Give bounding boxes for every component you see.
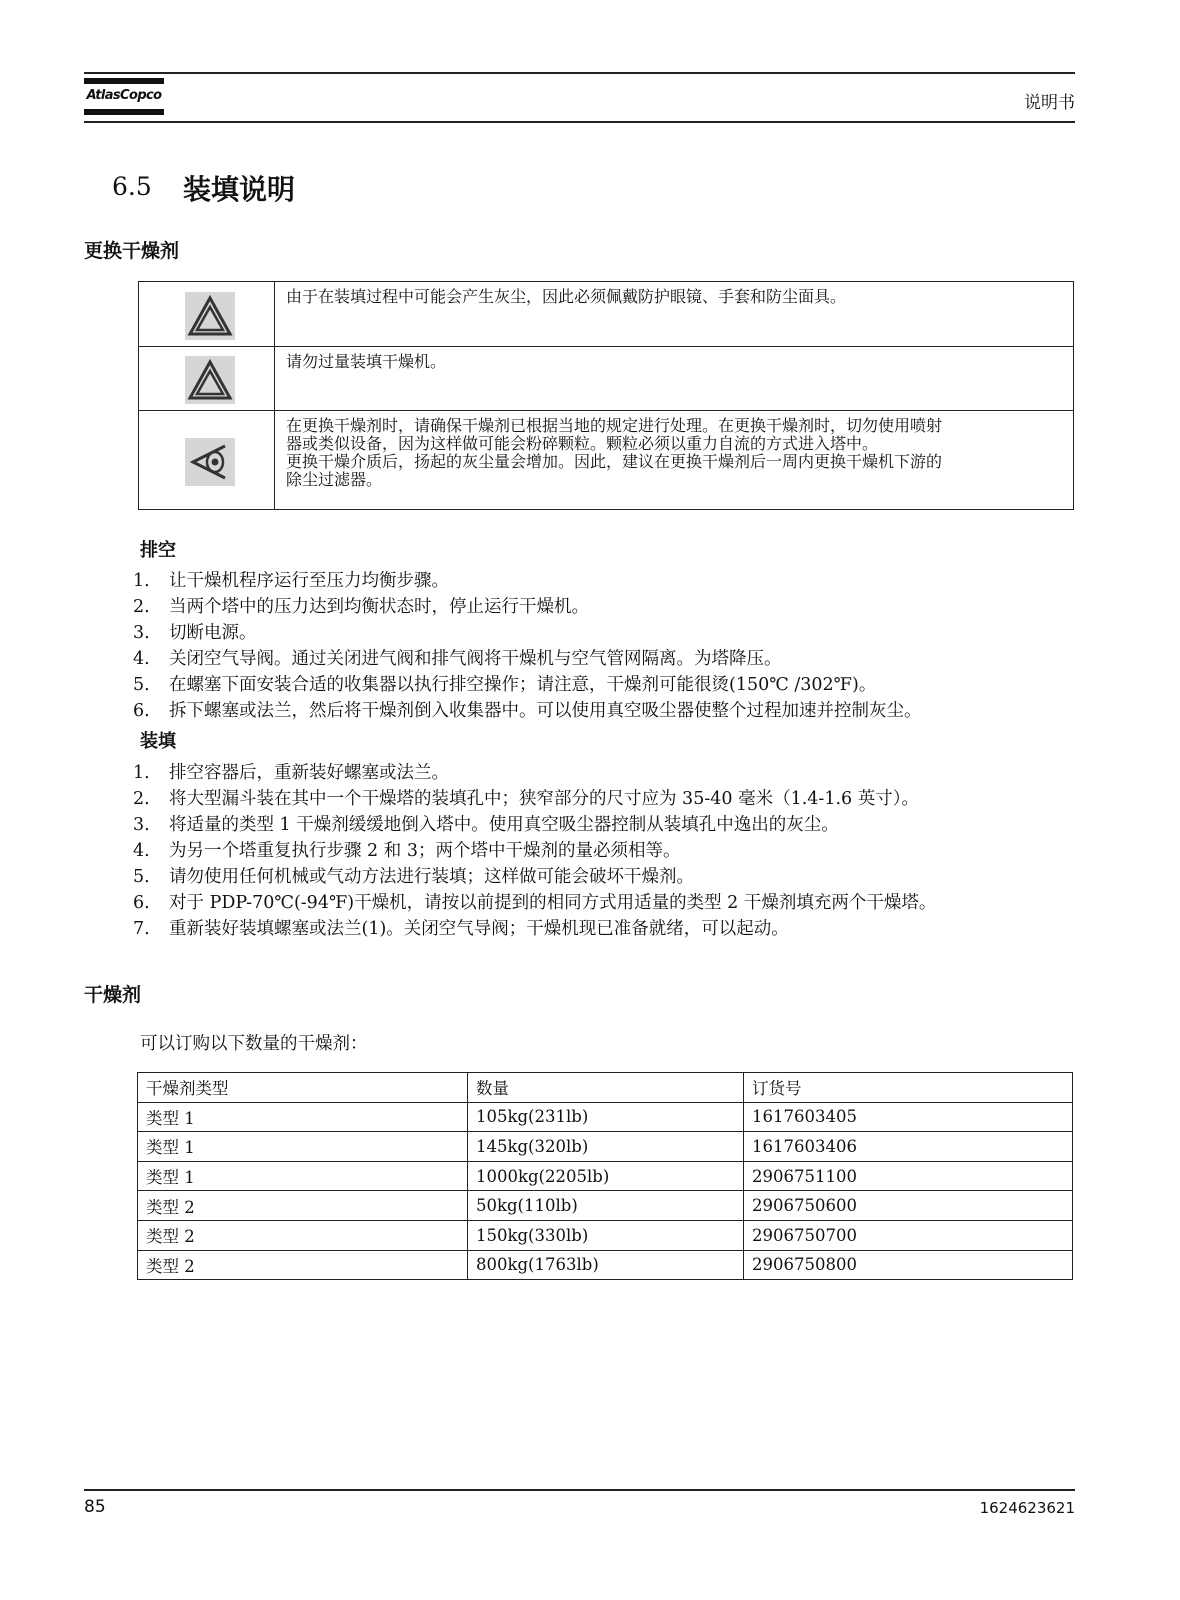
safety-notice-icon-cell [139, 347, 275, 410]
step-number: 4. [133, 841, 150, 861]
step-text: 为另一个塔重复执行步骤 2 和 3；两个塔中干燥剂的量必须相等。 [169, 841, 681, 861]
table-cell: 145kg(320lb) [468, 1132, 744, 1162]
safety-notice-line: 由于在装填过程中可能会产生灰尘，因此必须佩戴防护眼镜、手套和防尘面具。 [286, 288, 847, 306]
desiccant-order-table [137, 1072, 1073, 1280]
table-cell: 类型 1 [138, 1132, 468, 1162]
step-number: 4. [133, 649, 150, 669]
section-title: 装填说明 [183, 173, 296, 206]
step-number: 7. [133, 919, 150, 939]
safety-notice-text [286, 288, 1072, 306]
footer-rule [84, 1489, 1075, 1491]
table-row [138, 1220, 1073, 1250]
warning-triangle-icon [185, 292, 235, 340]
table-row [138, 1191, 1073, 1221]
table-cell: 50kg(110lb) [468, 1191, 744, 1221]
list-item [133, 863, 694, 888]
safety-notice-line: 除尘过滤器。 [286, 471, 383, 489]
document-number: 1624623621 [979, 1499, 1075, 1517]
table-cell: 2906751100 [744, 1161, 1073, 1191]
section-number: 6.5 [112, 172, 152, 201]
safety-notice-table [138, 281, 1074, 510]
step-text: 重新装好装填螺塞或法兰(1)。关闭空气导阀；干燥机现已准备就绪，可以起动。 [169, 919, 789, 939]
table-cell: 1617603405 [744, 1102, 1073, 1132]
safety-notice-line: 器或类似设备，因为这样做可能会粉碎颗粒。颗粒必须以重力自流的方式进入塔中。 [286, 435, 879, 453]
step-text: 将大型漏斗装在其中一个干燥塔的装填孔中；狭窄部分的尺寸应为 35-40 毫米（1.4-1.6 英寸）。 [169, 789, 919, 809]
logo-top-bar [84, 78, 164, 84]
header-bottom-rule [84, 121, 1075, 123]
list-item [133, 889, 936, 914]
list-item [133, 567, 449, 592]
table-row [138, 1102, 1073, 1132]
step-text: 切断电源。 [169, 623, 257, 643]
logo-bottom-bar [84, 109, 164, 115]
desiccant-heading: 干燥剂 [84, 984, 142, 1006]
table-cell: 105kg(231lb) [468, 1102, 744, 1132]
step-number: 2. [133, 789, 150, 809]
table-row [138, 1132, 1073, 1162]
column-header: 数量 [468, 1073, 744, 1103]
table-cell: 类型 1 [138, 1161, 468, 1191]
table-cell: 1617603406 [744, 1132, 1073, 1162]
atlas-copco-logo [84, 78, 164, 118]
table-cell: 800kg(1763lb) [468, 1250, 744, 1280]
table-cell: 2906750800 [744, 1250, 1073, 1280]
step-text: 排空容器后，重新装好螺塞或法兰。 [169, 763, 449, 783]
safety-notice-line: 更换干燥介质后，扬起的灰尘量会增加。因此，建议在更换干燥剂后一周内更换干燥机下游的 [286, 453, 943, 471]
list-item [133, 671, 876, 696]
list-item [133, 593, 589, 618]
safety-notice-text [286, 353, 1072, 371]
step-text: 将适量的类型 1 干燥剂缓缓地倒入塔中。使用真空吸尘器控制从装填孔中逸出的灰尘。 [169, 815, 839, 835]
logo-text: AtlasCopco [86, 88, 162, 103]
step-text: 对于 PDP-70℃(-94℉)干燥机，请按以前提到的相同方式用适量的类型 2 干燥剂填充两个干燥塔。 [169, 893, 937, 913]
table-cell: 类型 1 [138, 1102, 468, 1132]
column-header: 订货号 [744, 1073, 1073, 1103]
safety-notice-icon-cell [139, 411, 275, 509]
column-header: 干燥剂类型 [138, 1073, 468, 1103]
step-number: 2. [133, 597, 150, 617]
replace-desiccant-heading: 更换干燥剂 [84, 240, 180, 262]
safety-notice-row [139, 411, 1073, 509]
safety-notice-icon-cell [139, 282, 275, 346]
step-number: 6. [133, 701, 150, 721]
warning-triangle-icon [185, 356, 235, 404]
document-type: 说明书 [1024, 93, 1075, 113]
list-item [133, 619, 257, 644]
step-number: 3. [133, 815, 150, 835]
step-number: 1. [133, 763, 150, 783]
safety-notice-line: 请勿过量装填干燥机。 [286, 353, 447, 371]
list-item [133, 785, 919, 810]
step-text: 关闭空气导阀。通过关闭进气阀和排气阀将干燥机与空气管网隔离。为塔降压。 [169, 649, 782, 669]
step-number: 6. [133, 893, 150, 913]
table-cell: 类型 2 [138, 1220, 468, 1250]
fill-heading: 装填 [140, 731, 176, 752]
table-cell: 2906750600 [744, 1191, 1073, 1221]
step-text: 在螺塞下面安装合适的收集器以执行排空操作；请注意，干燥剂可能很烫(150℃ /302℉)。 [169, 675, 877, 695]
step-number: 5. [133, 675, 150, 695]
step-number: 5. [133, 867, 150, 887]
step-text: 拆下螺塞或法兰，然后将干燥剂倒入收集器中。可以使用真空吸尘器使整个过程加速并控制灰尘。 [169, 701, 922, 721]
drain-heading: 排空 [140, 540, 176, 561]
list-item [133, 645, 782, 670]
list-item [133, 837, 680, 862]
list-item [133, 697, 922, 722]
step-number: 3. [133, 623, 150, 643]
desiccant-intro: 可以订购以下数量的干燥剂： [140, 1034, 368, 1054]
page-number: 85 [84, 1497, 106, 1517]
header-top-rule [84, 72, 1075, 74]
list-item [133, 811, 839, 836]
safety-notice-line: 在更换干燥剂时，请确保干燥剂已根据当地的规定进行处理。在更换干燥剂时，切勿使用喷射 [286, 417, 943, 435]
step-text: 请勿使用任何机械或气动方法进行装填；这样做可能会破坏干燥剂。 [169, 867, 694, 887]
table-cell: 2906750700 [744, 1220, 1073, 1250]
table-header-row [138, 1073, 1073, 1103]
step-text: 当两个塔中的压力达到均衡状态时，停止运行干燥机。 [169, 597, 589, 617]
safety-notice-row [139, 282, 1073, 347]
table-cell: 1000kg(2205lb) [468, 1161, 744, 1191]
table-row [138, 1161, 1073, 1191]
table-cell: 类型 2 [138, 1191, 468, 1221]
attention-eye-icon [185, 438, 235, 486]
step-text: 让干燥机程序运行至压力均衡步骤。 [169, 571, 449, 591]
safety-notice-text [286, 417, 1072, 489]
table-row [138, 1250, 1073, 1280]
list-item [133, 759, 449, 784]
step-number: 1. [133, 571, 150, 591]
table-cell: 150kg(330lb) [468, 1220, 744, 1250]
safety-notice-row [139, 347, 1073, 411]
list-item [133, 915, 789, 940]
table-cell: 类型 2 [138, 1250, 468, 1280]
